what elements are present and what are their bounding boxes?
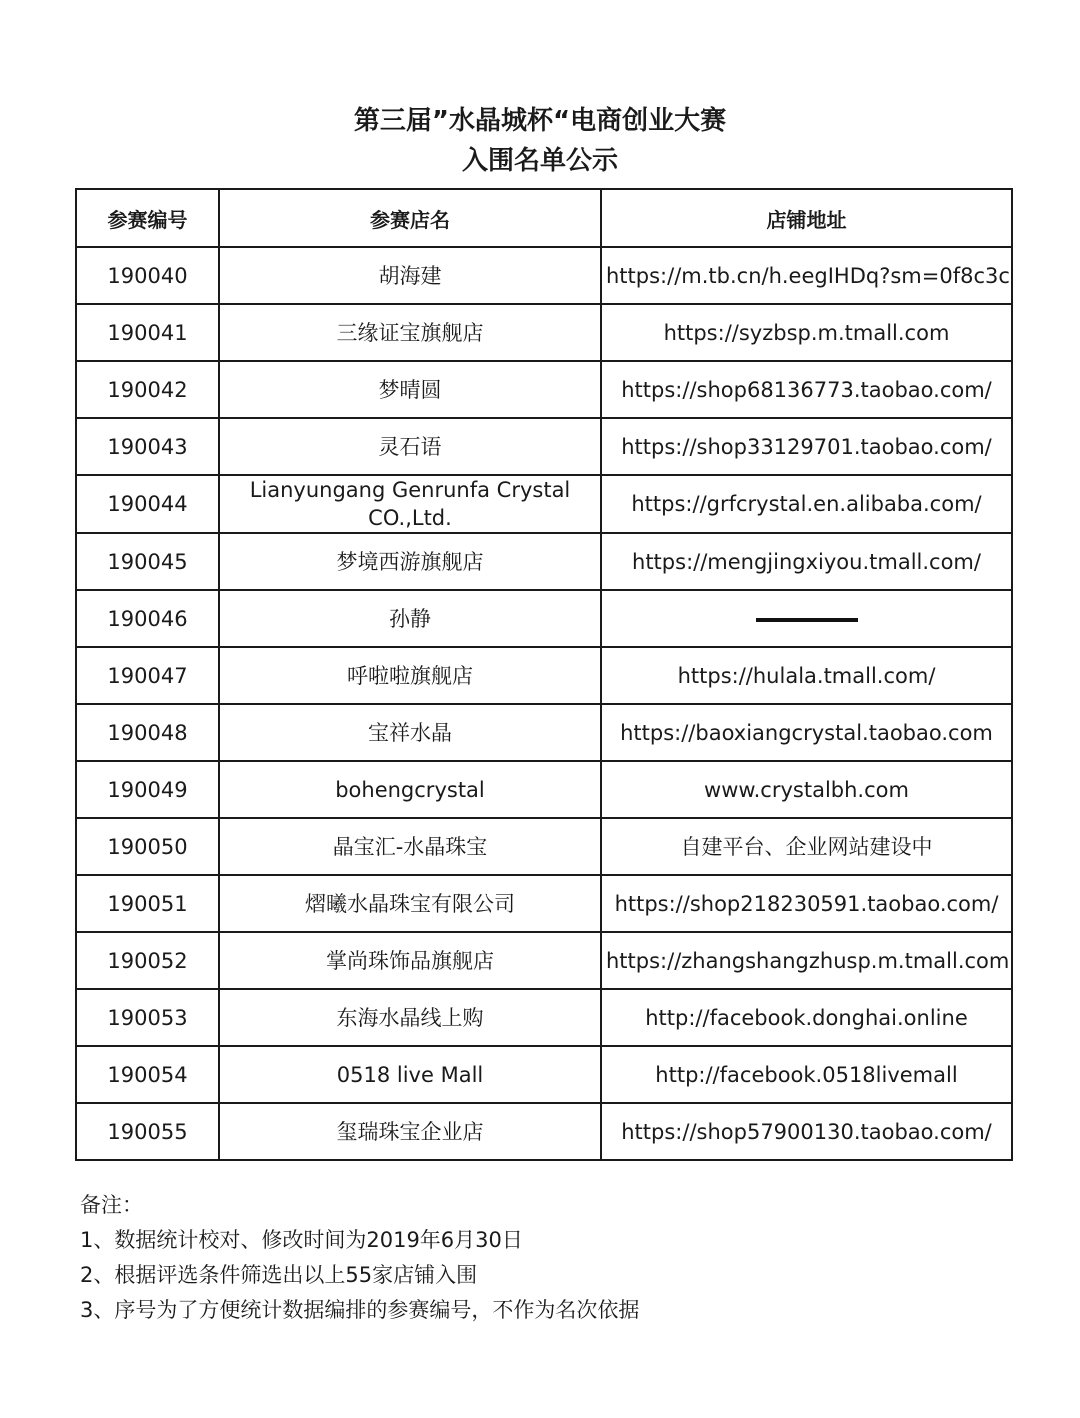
entry-number: 190048 [76,704,219,761]
shop-address: https://shop57900130.taobao.com/ [601,1103,1012,1160]
table-row [76,761,1012,818]
page-title: 第三届”水晶城杯“电商创业大赛 [353,106,727,136]
entry-number: 190053 [76,989,219,1046]
table-row [76,475,1012,533]
entry-number: 190040 [76,247,219,304]
table-row [76,647,1012,704]
note-item: 3、序号为了方便统计数据编排的参赛编号，不作为名次依据 [80,1298,640,1322]
table-row [76,304,1012,361]
page-subtitle: 入围名单公示 [461,146,618,176]
shop-address: http://facebook.donghai.online [601,989,1012,1046]
table-row [76,247,1012,304]
table-row [76,704,1012,761]
entry-number: 190051 [76,875,219,932]
header-entry-number: 参赛编号 [76,189,219,247]
table-row [76,1046,1012,1103]
shop-name: 梦境西游旗舰店 [219,533,601,590]
shop-name: 玺瑞珠宝企业店 [219,1103,601,1160]
entry-number: 190043 [76,418,219,475]
shop-address: https://zhangshangzhusp.m.tmall.com [601,932,1012,989]
entry-number: 190055 [76,1103,219,1160]
shop-name: bohengcrystal [219,761,601,818]
no-address-dash [756,618,858,622]
shop-address: https://m.tb.cn/h.eegIHDq?sm=0f8c3c [601,247,1012,304]
table-header-row [76,189,1012,247]
note-item: 1、数据统计校对、修改时间为2019年6月30日 [80,1228,523,1252]
header-shop-address: 店铺地址 [601,189,1012,247]
entry-number: 190054 [76,1046,219,1103]
notes [80,1188,639,1328]
shop-address [601,590,1012,647]
shop-name: Lianyungang Genrunfa Crystal CO.,Ltd. [219,475,601,533]
table-row [76,590,1012,647]
entry-number: 190045 [76,533,219,590]
shop-address: www.crystalbh.com [601,761,1012,818]
shop-name: 胡海建 [219,247,601,304]
table-row [76,1103,1012,1160]
shop-address: https://baoxiangcrystal.taobao.com [601,704,1012,761]
table-row [76,932,1012,989]
shop-name: 宝祥水晶 [219,704,601,761]
note-item: 2、根据评选条件筛选出以上55家店铺入围 [80,1263,478,1287]
header-shop-name: 参赛店名 [219,189,601,247]
entry-number: 190041 [76,304,219,361]
shop-name: 三缘证宝旗舰店 [219,304,601,361]
notes-heading: 备注： [80,1193,143,1217]
shop-name: 0518 live Mall [219,1046,601,1103]
entry-number: 190046 [76,590,219,647]
shop-name: 东海水晶线上购 [219,989,601,1046]
table-row [76,989,1012,1046]
shop-name: 梦晴圆 [219,361,601,418]
entry-number: 190047 [76,647,219,704]
shop-name: 晶宝汇-水晶珠宝 [219,818,601,875]
shop-name: 熠曦水晶珠宝有限公司 [219,875,601,932]
entry-number: 190052 [76,932,219,989]
table-row [76,818,1012,875]
table-row [76,533,1012,590]
shop-address: https://shop218230591.taobao.com/ [601,875,1012,932]
entry-number: 190044 [76,475,219,533]
shop-address: https://hulala.tmall.com/ [601,647,1012,704]
shop-address: http://facebook.0518livemall [601,1046,1012,1103]
shop-name: 孙静 [219,590,601,647]
table-row [76,418,1012,475]
entry-number: 190049 [76,761,219,818]
shop-address: https://shop33129701.taobao.com/ [601,418,1012,475]
shop-name: 呼啦啦旗舰店 [219,647,601,704]
table-row [76,875,1012,932]
shop-address: 自建平台、企业网站建设中 [601,818,1012,875]
finalist-table [75,188,1013,1161]
shop-address: https://shop68136773.taobao.com/ [601,361,1012,418]
shop-name: 灵石语 [219,418,601,475]
entry-number: 190042 [76,361,219,418]
shop-name: 掌尚珠饰品旗舰店 [219,932,601,989]
shop-address: https://syzbsp.m.tmall.com [601,304,1012,361]
table-row [76,361,1012,418]
entry-number: 190050 [76,818,219,875]
shop-address: https://grfcrystal.en.alibaba.com/ [601,475,1012,533]
shop-address: https://mengjingxiyou.tmall.com/ [601,533,1012,590]
